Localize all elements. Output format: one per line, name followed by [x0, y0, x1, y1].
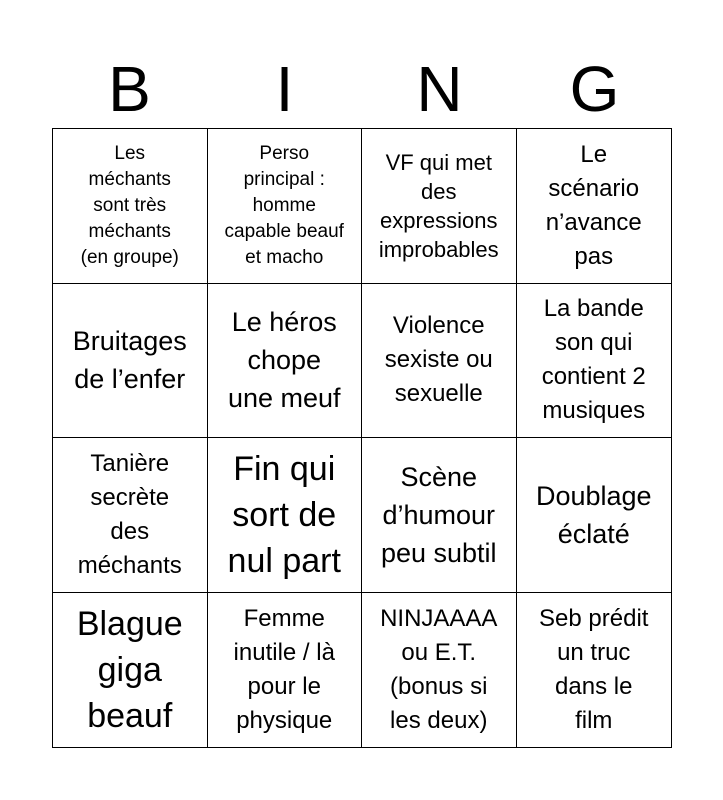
cell-text: Le héros chope une meuf [227, 307, 341, 414]
bingo-cell-r1c4[interactable] [517, 129, 672, 284]
bingo-cell-r3c2[interactable] [208, 438, 363, 593]
cell-text: Blague giga beauf [76, 604, 183, 735]
cell-text: Perso principal : homme capable beauf et macho [224, 142, 344, 268]
cell-text: Femme inutile / là pour le physique [233, 604, 335, 734]
bingo-cell-r3c3[interactable] [362, 438, 517, 593]
cell-text: Doublage éclaté [535, 480, 652, 549]
bingo-cell-r1c2[interactable] [208, 129, 363, 284]
bingo-title [52, 50, 672, 128]
bingo-cell-r2c1[interactable] [53, 284, 208, 439]
bingo-cell-r1c1[interactable] [53, 129, 208, 284]
title-letter-b: B [108, 53, 151, 125]
bingo-cell-r2c4[interactable] [517, 284, 672, 439]
cell-text: VF qui met des expressions improbables [378, 149, 499, 262]
cell-text: Scène d’humour peu subtil [380, 461, 497, 568]
bingo-cell-r2c3[interactable] [362, 284, 517, 439]
bingo-board [52, 128, 672, 748]
cell-text: Violence sexiste ou sexuelle [384, 312, 493, 408]
bingo-cell-r4c3[interactable] [362, 593, 517, 748]
bingo-cell-r4c1[interactable] [53, 593, 208, 748]
cell-text: Bruitages de l’enfer [72, 326, 187, 395]
cell-text: NINJAAAA ou E.T. (bonus si les deux) [380, 604, 498, 734]
cell-text: La bande son qui contient 2 musiques [541, 295, 646, 425]
bingo-cell-r1c3[interactable] [362, 129, 517, 284]
cell-text: Seb prédit un truc dans le film [539, 604, 649, 734]
title-letter-i: I [275, 53, 294, 125]
bingo-cell-r2c2[interactable] [208, 284, 363, 439]
bingo-cell-r3c4[interactable] [517, 438, 672, 593]
cell-text: Le scénario n’avance pas [545, 140, 642, 270]
bingo-cell-r3c1[interactable] [53, 438, 208, 593]
title-letter-n: N [416, 53, 463, 125]
title-letter-g: G [569, 53, 620, 125]
cell-text: Les méchants sont très méchants (en groupe) [80, 142, 179, 268]
bingo-cell-r4c2[interactable] [208, 593, 363, 748]
cell-text: Fin qui sort de nul part [227, 449, 341, 580]
bingo-cell-r4c4[interactable] [517, 593, 672, 748]
cell-text: Tanière secrète des méchants [77, 449, 182, 579]
